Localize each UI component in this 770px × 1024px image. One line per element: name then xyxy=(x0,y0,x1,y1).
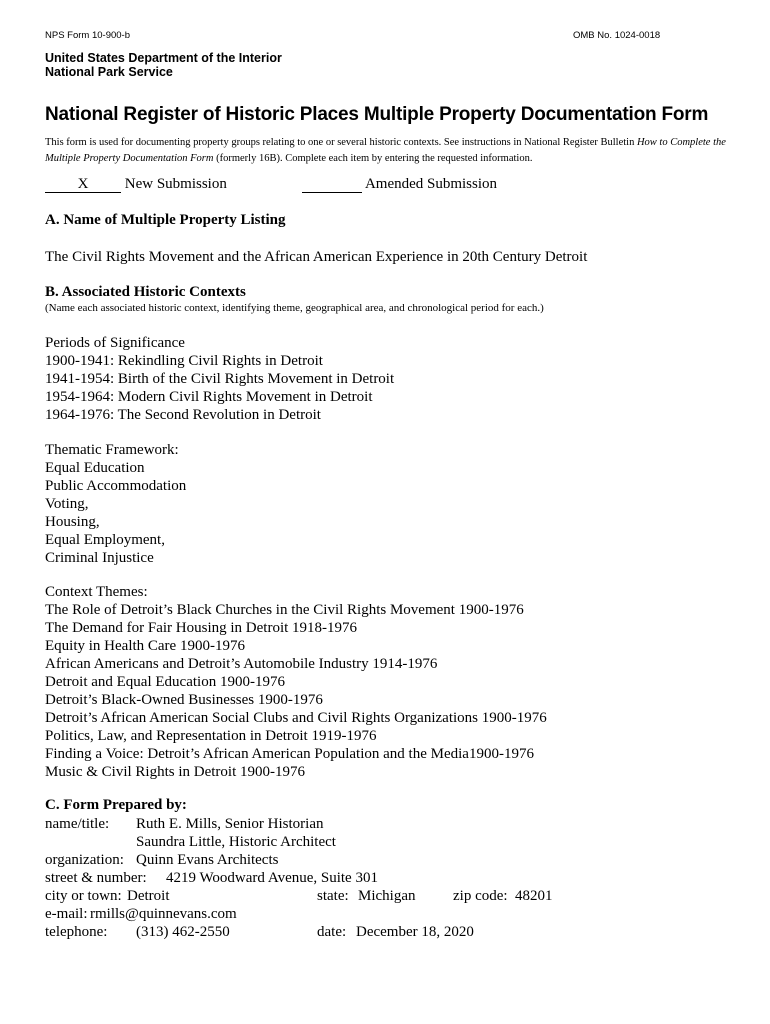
list-item: Detroit and Equal Education 1900-1976 xyxy=(45,674,285,690)
list-item: The Demand for Fair Housing in Detroit 1918-1976 xyxy=(45,620,358,636)
agency-block xyxy=(45,51,282,79)
section-c-heading: C. Form Prepared by: xyxy=(45,797,187,813)
list-item: Politics, Law, and Representation in Detroit 1919-1976 xyxy=(45,728,377,744)
list-item: Voting, xyxy=(45,496,89,512)
list-item: Equal Employment, xyxy=(45,532,165,548)
list-item: Finding a Voice: Detroit’s African American Population and the Media1900-1976 xyxy=(45,746,534,762)
context-heading: Context Themes: xyxy=(45,584,148,600)
new-submission-mark[interactable]: X xyxy=(45,177,121,193)
organization-value: Quinn Evans Architects xyxy=(136,852,279,868)
omb-number: OMB No. 1024-0018 xyxy=(573,30,661,41)
list-item: Housing, xyxy=(45,514,100,530)
periods-of-significance xyxy=(45,334,394,424)
state-value: Michigan xyxy=(358,888,416,904)
list-item: The Role of Detroit’s Black Churches in the Civil Rights Movement 1900-1976 xyxy=(45,602,524,618)
list-item: 1964-1976: The Second Revolution in Detroit xyxy=(45,407,321,423)
section-b-note: (Name each associated historic context, identifying theme, geographical area, and chronological period for each.) xyxy=(45,302,544,314)
amended-submission-label: Amended Submission xyxy=(364,176,498,192)
organization-row xyxy=(45,852,745,870)
city-row xyxy=(45,888,745,906)
thematic-heading: Thematic Framework: xyxy=(45,442,179,458)
zip-value: 48201 xyxy=(515,888,553,904)
state-label: state: xyxy=(317,888,349,904)
list-item: Criminal Injustice xyxy=(45,550,154,566)
telephone-row xyxy=(45,924,745,942)
list-item: Equal Education xyxy=(45,460,145,476)
preparer-block xyxy=(45,816,745,942)
periods-heading: Periods of Significance xyxy=(45,335,185,351)
name-title-value-1: Ruth E. Mills, Senior Historian xyxy=(136,816,324,832)
thematic-framework xyxy=(45,441,186,567)
department-name: United States Department of the Interior xyxy=(45,51,282,65)
list-item: 1941-1954: Birth of the Civil Rights Movement in Detroit xyxy=(45,371,395,387)
new-submission[interactable] xyxy=(45,176,227,193)
section-b-heading: B. Associated Historic Contexts xyxy=(45,284,246,300)
street-value: 4219 Woodward Avenue, Suite 301 xyxy=(166,870,378,886)
form-number: NPS Form 10-900-b xyxy=(45,30,131,41)
page-title: National Register of Historic Places Multiple Property Documentation Form xyxy=(45,104,709,125)
date-label: date: xyxy=(317,924,347,940)
name-title-value-2: Saundra Little, Historic Architect xyxy=(136,834,336,850)
list-item: Detroit’s Black-Owned Businesses 1900-1976 xyxy=(45,692,323,708)
list-item: Detroit’s African American Social Clubs and Civil Rights Organizations 1900-1976 xyxy=(45,710,547,726)
organization-label: organization: xyxy=(45,852,124,868)
list-item: 1900-1941: Rekindling Civil Rights in Detroit xyxy=(45,353,323,369)
name-title-row xyxy=(45,816,745,834)
new-submission-label: New Submission xyxy=(124,176,227,192)
amended-submission-mark[interactable] xyxy=(302,177,362,193)
intro-text-start: This form is used for documenting property groups relating to one or several historic contexts. See instructions in National Register Bulletin xyxy=(45,137,637,148)
city-value: Detroit xyxy=(127,888,170,904)
street-label: street & number: xyxy=(45,870,147,886)
email-row xyxy=(45,906,745,924)
service-name: National Park Service xyxy=(45,65,173,79)
street-row xyxy=(45,870,745,888)
city-label: city or town: xyxy=(45,888,122,904)
property-listing-name: The Civil Rights Movement and the African American Experience in 20th Century Detroit xyxy=(45,249,588,265)
telephone-value: (313) 462-2550 xyxy=(136,924,230,940)
list-item: 1954-1964: Modern Civil Rights Movement in Detroit xyxy=(45,389,373,405)
list-item: Music & Civil Rights in Detroit 1900-1976 xyxy=(45,764,306,780)
section-a-heading: A. Name of Multiple Property Listing xyxy=(45,212,286,228)
list-item: African Americans and Detroit’s Automobile Industry 1914-1976 xyxy=(45,656,438,672)
list-item: Public Accommodation xyxy=(45,478,187,494)
name-title-row-2 xyxy=(45,834,745,852)
zip-label: zip code: xyxy=(453,888,508,904)
amended-submission[interactable] xyxy=(302,176,497,193)
telephone-label: telephone: xyxy=(45,924,108,940)
name-title-label: name/title: xyxy=(45,816,110,832)
email-label: e-mail: xyxy=(45,906,88,922)
context-themes xyxy=(45,583,547,781)
intro-text-end: (formerly 16B). Complete each item by entering the requested information. xyxy=(213,152,533,164)
date-value: December 18, 2020 xyxy=(356,924,474,940)
email-value: rmills@quinnevans.com xyxy=(90,906,237,922)
list-item: Equity in Health Care 1900-1976 xyxy=(45,638,245,654)
intro-bulletin-title: How to Complete the Multiple Property Documentation Form xyxy=(45,137,726,164)
intro-paragraph xyxy=(45,135,745,166)
